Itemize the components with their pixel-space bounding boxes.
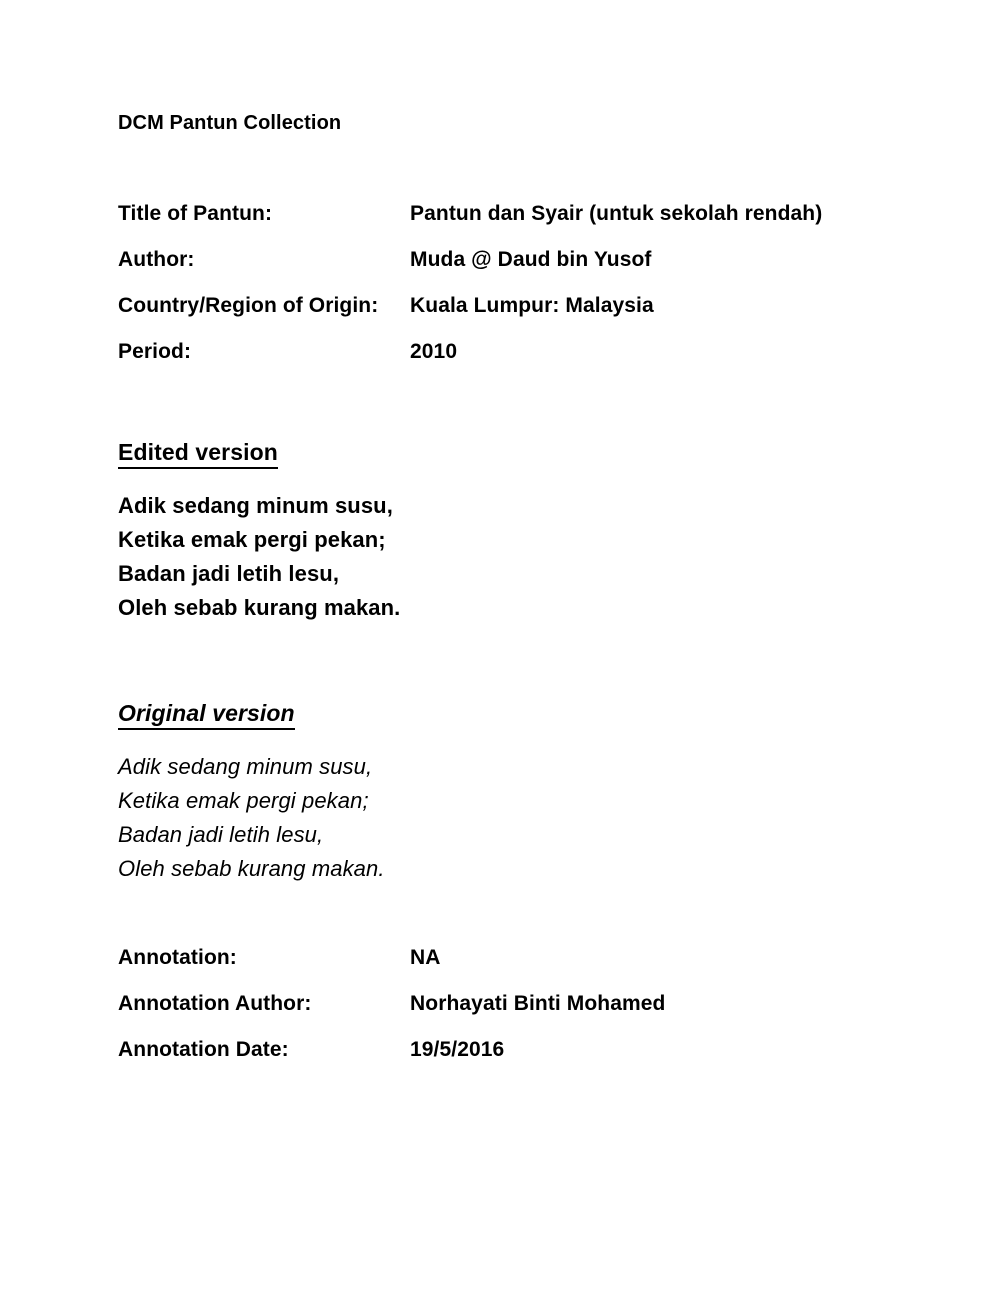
annotation-value-annotation: NA	[410, 946, 441, 969]
metadata-label-author: Author:	[118, 248, 195, 271]
verse-line: Adik sedang minum susu,	[118, 493, 393, 518]
metadata-row-title	[118, 202, 918, 226]
edited-version-section	[118, 438, 918, 625]
annotation-label-annotation: Annotation:	[118, 946, 237, 969]
document-content	[118, 110, 918, 1062]
verse-line: Ketika emak pergi pekan;	[118, 527, 386, 552]
metadata-label-title: Title of Pantun:	[118, 202, 273, 225]
metadata-value-title: Pantun dan Syair (untuk sekolah rendah)	[410, 202, 823, 225]
annotation-row-author	[118, 992, 918, 1016]
edited-version-heading-wrap	[118, 438, 918, 469]
annotation-label-date: Annotation Date:	[118, 1038, 289, 1061]
annotation-block	[118, 946, 918, 1062]
verse-line: Badan jadi letih lesu,	[118, 822, 324, 847]
verse-line: Ketika emak pergi pekan;	[118, 788, 369, 813]
verse-line: Adik sedang minum susu,	[118, 754, 373, 779]
verse-line: Badan jadi letih lesu,	[118, 561, 340, 586]
metadata-label-country: Country/Region of Origin:	[118, 294, 379, 317]
annotation-row-date	[118, 1038, 918, 1062]
metadata-row-author	[118, 248, 918, 272]
original-version-section	[118, 699, 918, 886]
edited-version-verse	[118, 489, 918, 625]
edited-version-heading: Edited version	[118, 438, 278, 469]
verse-line: Oleh sebab kurang makan.	[118, 856, 385, 881]
original-version-heading: Original version	[118, 699, 295, 730]
original-version-heading-wrap	[118, 699, 918, 730]
metadata-value-period: 2010	[410, 340, 458, 363]
annotation-row-annotation	[118, 946, 918, 970]
original-version-verse	[118, 750, 918, 886]
metadata-row-country	[118, 294, 918, 318]
metadata-label-period: Period:	[118, 340, 192, 363]
metadata-value-country: Kuala Lumpur: Malaysia	[410, 294, 654, 317]
metadata-value-author: Muda @ Daud bin Yusof	[410, 248, 652, 271]
page-title: DCM Pantun Collection	[118, 112, 342, 134]
annotation-label-author: Annotation Author:	[118, 992, 312, 1015]
annotation-value-author: Norhayati Binti Mohamed	[410, 992, 666, 1015]
verse-line: Oleh sebab kurang makan.	[118, 595, 401, 620]
annotation-value-date: 19/5/2016	[410, 1038, 505, 1061]
metadata-row-period	[118, 340, 918, 364]
metadata-block	[118, 202, 918, 364]
